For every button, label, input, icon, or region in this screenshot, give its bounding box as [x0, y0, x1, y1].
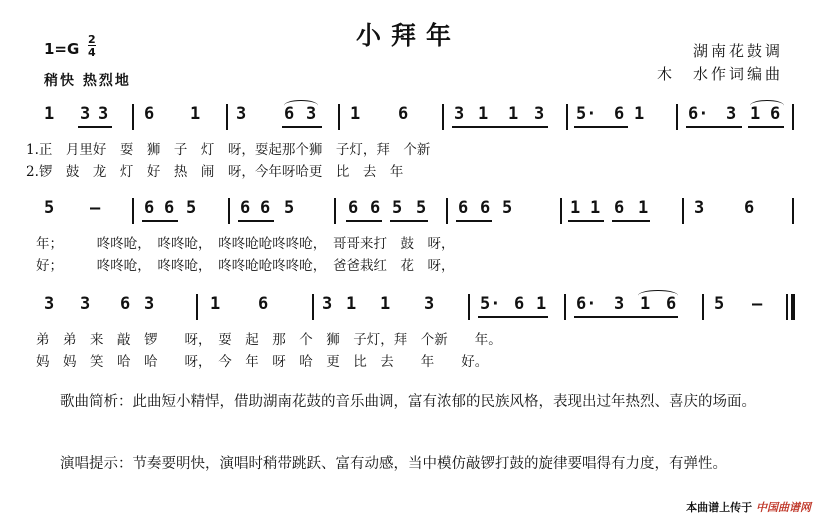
beam — [390, 220, 428, 222]
note: 5 — [502, 198, 513, 218]
source-prefix: 本曲谱上传于 — [686, 501, 753, 514]
note: 3 — [454, 104, 465, 124]
note: 6 — [770, 104, 781, 124]
note: 3 — [80, 294, 91, 314]
note: 3 — [322, 294, 333, 314]
score-line-1 — [26, 104, 800, 180]
note: 3 — [236, 104, 247, 124]
tempo-marking: 稍快 热烈地 — [44, 73, 131, 89]
note: 3 — [44, 294, 55, 314]
note: 1 — [750, 104, 761, 124]
analysis-label: 歌曲简析： — [60, 394, 133, 410]
bar-line — [682, 198, 684, 224]
note: 6 — [164, 198, 175, 218]
bar-line — [132, 104, 134, 130]
bar-line — [334, 198, 336, 224]
source-brand: 中国曲谱网 — [756, 501, 811, 514]
beam — [686, 126, 742, 128]
bar-line — [676, 104, 678, 130]
lyrics-verse-1: 年； 咚咚呛， 咚咚呛， 咚咚呛呛咚咚呛， 哥哥来打 鼓 呀， — [36, 236, 455, 252]
beam — [478, 316, 548, 318]
source-watermark — [686, 499, 811, 515]
note: 1 — [44, 104, 55, 124]
bar-line — [792, 198, 794, 224]
note: 6 — [480, 198, 491, 218]
bar-line — [228, 198, 230, 224]
score-line-2 — [36, 198, 800, 274]
tie-slur — [284, 100, 318, 111]
note: 6 — [614, 198, 625, 218]
note: 6 — [458, 198, 469, 218]
note: 3 — [726, 104, 737, 124]
tips-text: 节奏要明快，演唱时稍带跳跃、富有动感，当中模仿敲锣打鼓的旋律要唱得有力度，有弹性。 — [132, 456, 727, 472]
beam — [78, 126, 112, 128]
bar-line — [446, 198, 448, 224]
note: 1 — [640, 294, 651, 314]
bar-line — [196, 294, 198, 320]
beam — [574, 126, 628, 128]
tie-slur — [638, 290, 678, 301]
score-line-3 — [36, 294, 800, 370]
note: 5 — [44, 198, 55, 218]
song-title: 小拜年 — [355, 21, 461, 50]
note: 6 — [666, 294, 677, 314]
note: – — [752, 294, 763, 314]
note: 6 — [240, 198, 251, 218]
final-bar-thin — [786, 294, 788, 320]
bar-line — [566, 104, 568, 130]
note: 1 — [350, 104, 361, 124]
note: 3 — [694, 198, 705, 218]
beam — [346, 220, 382, 222]
note: 6 — [284, 104, 295, 124]
beam — [238, 220, 274, 222]
note: 6 — [398, 104, 409, 124]
beam — [612, 220, 650, 222]
note: 6 — [144, 198, 155, 218]
note: 6 — [144, 104, 155, 124]
note: 3 — [80, 104, 91, 124]
note: 5 — [284, 198, 295, 218]
lyrics-verse-1: 弟 弟 来 敲 锣 呀， 耍 起 那 个 狮 子灯，拜 个新 年。 — [36, 332, 502, 348]
bar-line — [702, 294, 704, 320]
beam — [456, 220, 492, 222]
bar-line — [226, 104, 228, 130]
note: 3 — [98, 104, 109, 124]
note: 6 — [514, 294, 525, 314]
bar-line — [442, 104, 444, 130]
meter-denominator: 4 — [88, 46, 96, 59]
note: 1 — [570, 198, 581, 218]
tie-slur — [750, 100, 784, 111]
note: 5 — [186, 198, 197, 218]
note: 1 — [638, 198, 649, 218]
note: 3 — [424, 294, 435, 314]
note: 5 — [392, 198, 403, 218]
beam — [574, 316, 678, 318]
beam — [142, 220, 178, 222]
note: 6 — [614, 104, 625, 124]
note: 6 — [260, 198, 271, 218]
note: 5· — [480, 294, 501, 314]
bar-line — [468, 294, 470, 320]
note: 3 — [614, 294, 625, 314]
beam — [568, 220, 604, 222]
note: 5 — [714, 294, 725, 314]
bar-line — [338, 104, 340, 130]
time-signature — [88, 34, 96, 58]
note: 6· — [576, 294, 597, 314]
note: 1 — [634, 104, 645, 124]
lyrics-verse-2: 2.锣 鼓 龙 灯 好 热 闹 呀，今年呀哈更 比 去 年 — [26, 164, 404, 180]
bar-line — [564, 294, 566, 320]
note: 1 — [590, 198, 601, 218]
note: 1 — [508, 104, 519, 124]
lyrics-verse-2: 好； 咚咚呛， 咚咚呛， 咚咚呛呛咚咚呛， 爸爸栽红 花 呀， — [36, 258, 455, 274]
note: – — [90, 198, 101, 218]
credit-origin: 湖南花鼓调 — [692, 42, 783, 60]
analysis-text: 此曲短小精悍，借助湖南花鼓的音乐曲调，富有浓郁的民族风格，表现出过年热烈、喜庆的场面。 — [132, 394, 756, 410]
key-signature: 1=G — [44, 40, 80, 58]
song-analysis — [60, 390, 800, 414]
note: 1 — [380, 294, 391, 314]
bar-line — [132, 198, 134, 224]
note: 5· — [576, 104, 597, 124]
lyrics-verse-1: 1.正 月里好 耍 狮 子 灯 呀，耍起那个狮 子灯，拜 个新 — [26, 142, 431, 158]
note: 1 — [536, 294, 547, 314]
beam — [282, 126, 322, 128]
note: 6 — [258, 294, 269, 314]
note: 3 — [306, 104, 317, 124]
note: 1 — [478, 104, 489, 124]
note: 6 — [744, 198, 755, 218]
tips-label: 演唱提示： — [60, 456, 133, 472]
credit-author: 木 水作词编曲 — [656, 65, 783, 83]
beam — [748, 126, 784, 128]
note: 6 — [370, 198, 381, 218]
bar-line — [312, 294, 314, 320]
note: 5 — [416, 198, 427, 218]
note: 6 — [348, 198, 359, 218]
lyrics-verse-2: 妈 妈 笑 哈 哈 呀， 今 年 呀 哈 更 比 去 年 好。 — [36, 354, 489, 370]
note: 6 — [120, 294, 131, 314]
singing-tips — [60, 452, 800, 476]
note: 3 — [144, 294, 155, 314]
note: 6· — [688, 104, 709, 124]
note: 3 — [534, 104, 545, 124]
note: 1 — [190, 104, 201, 124]
beam — [452, 126, 548, 128]
note: 1 — [346, 294, 357, 314]
meter-numerator: 2 — [88, 33, 96, 46]
bar-line — [560, 198, 562, 224]
final-bar-thick — [791, 294, 795, 320]
bar-line — [792, 104, 794, 130]
note: 1 — [210, 294, 221, 314]
